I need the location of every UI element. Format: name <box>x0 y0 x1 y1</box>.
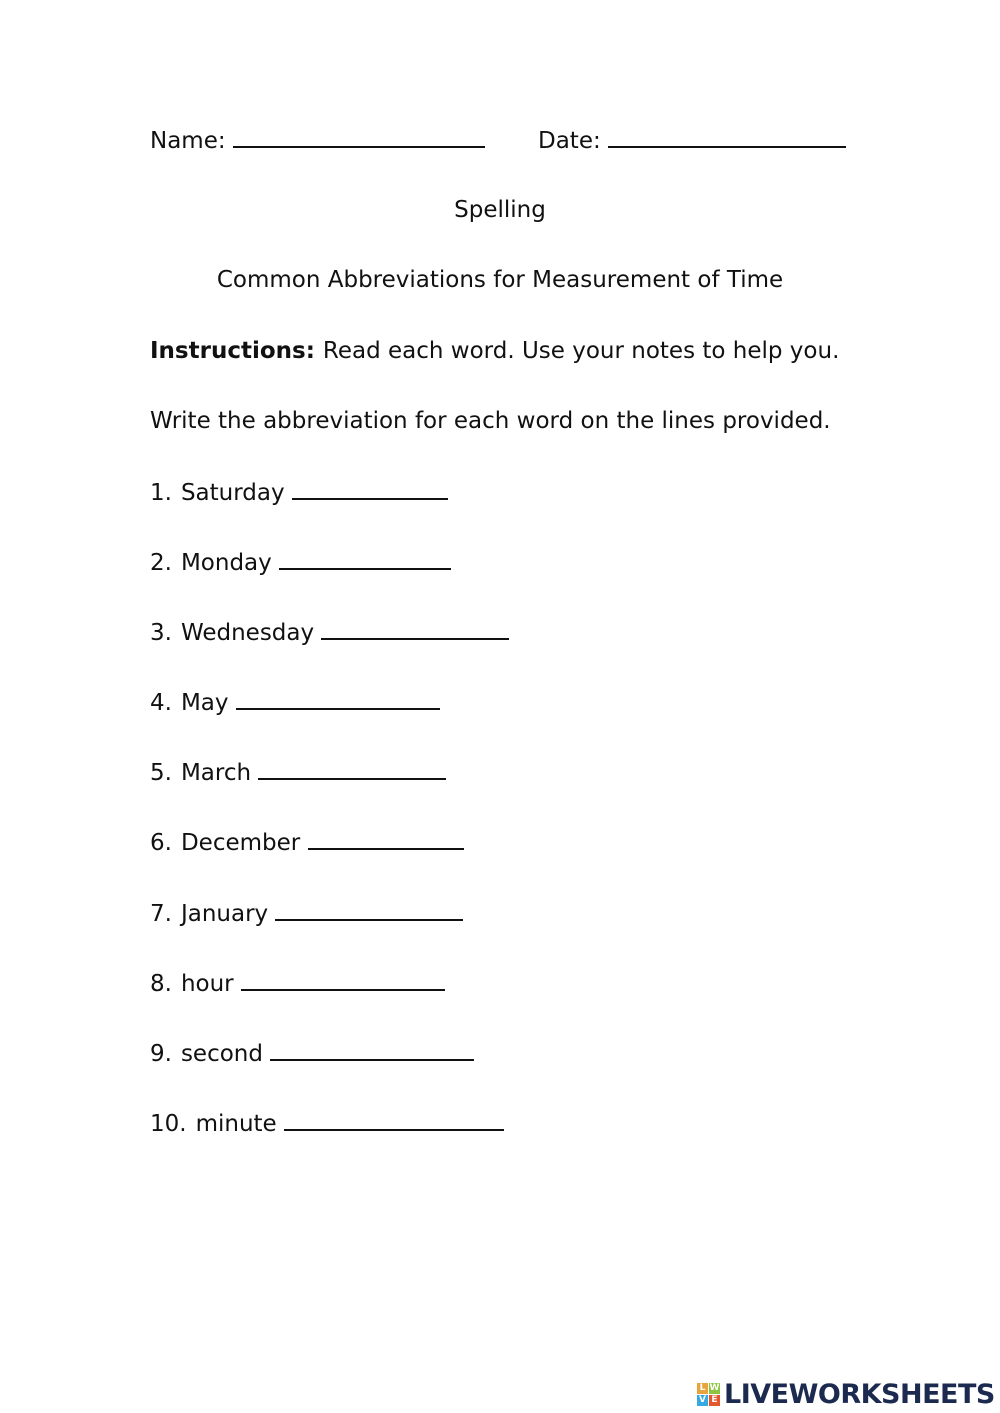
list-item <box>150 1037 474 1069</box>
name-field <box>150 124 485 156</box>
item-number: 1. <box>150 480 172 506</box>
answer-blank[interactable] <box>279 546 451 570</box>
answer-blank[interactable] <box>284 1107 504 1131</box>
answer-blank[interactable] <box>258 756 446 780</box>
item-number: 4. <box>150 690 172 716</box>
instructions-line-1 <box>150 336 839 366</box>
list-item <box>150 686 440 718</box>
date-label: Date: <box>538 128 601 154</box>
item-word: minute <box>195 1111 277 1137</box>
item-word: May <box>180 690 229 716</box>
worksheet-title: Common Abbreviations for Measurement of Time <box>216 267 784 293</box>
item-number: 10. <box>150 1111 187 1137</box>
instructions-text-1: Read each word. Use your notes to help you. <box>322 338 840 364</box>
logo-cell: V <box>697 1395 708 1406</box>
item-number: 3. <box>150 620 172 646</box>
item-number: 9. <box>150 1041 172 1067</box>
list-item <box>150 476 448 508</box>
item-number: 6. <box>150 830 172 856</box>
subject-heading: Spelling <box>454 197 546 223</box>
answer-blank[interactable] <box>275 897 463 921</box>
liveworksheets-logo-icon <box>697 1383 720 1406</box>
list-item <box>150 756 446 788</box>
logo-cell: W <box>709 1382 720 1393</box>
list-item <box>150 546 451 578</box>
item-word: hour <box>180 971 234 997</box>
list-item <box>150 1107 504 1139</box>
answer-blank[interactable] <box>321 616 509 640</box>
item-number: 2. <box>150 550 172 576</box>
brand-name: LIVEWORKSHEETS <box>724 1378 995 1410</box>
answer-blank[interactable] <box>270 1037 474 1061</box>
instructions-line-2: Write the abbreviation for each word on the lines provided. <box>150 408 831 434</box>
answer-blank[interactable] <box>241 967 445 991</box>
liveworksheets-footer <box>697 1378 995 1410</box>
item-word: Monday <box>180 550 272 576</box>
logo-cell: E <box>709 1395 720 1406</box>
list-item <box>150 826 464 858</box>
logo-cell: L <box>697 1383 708 1394</box>
name-blank[interactable] <box>233 124 485 148</box>
list-item <box>150 897 463 929</box>
date-blank[interactable] <box>608 124 846 148</box>
name-label: Name: <box>150 128 226 154</box>
item-number: 8. <box>150 971 172 997</box>
answer-blank[interactable] <box>292 476 448 500</box>
instructions-label: Instructions: <box>150 338 315 364</box>
item-word: Wednesday <box>180 620 315 646</box>
item-word: January <box>180 901 269 927</box>
item-word: second <box>180 1041 263 1067</box>
list-item <box>150 616 509 648</box>
answer-blank[interactable] <box>236 686 440 710</box>
item-word: Saturday <box>180 480 285 506</box>
item-number: 7. <box>150 901 172 927</box>
item-word: December <box>180 830 301 856</box>
item-word: March <box>180 760 252 786</box>
list-item <box>150 967 445 999</box>
answer-blank[interactable] <box>308 826 464 850</box>
date-field <box>538 124 846 156</box>
item-number: 5. <box>150 760 172 786</box>
